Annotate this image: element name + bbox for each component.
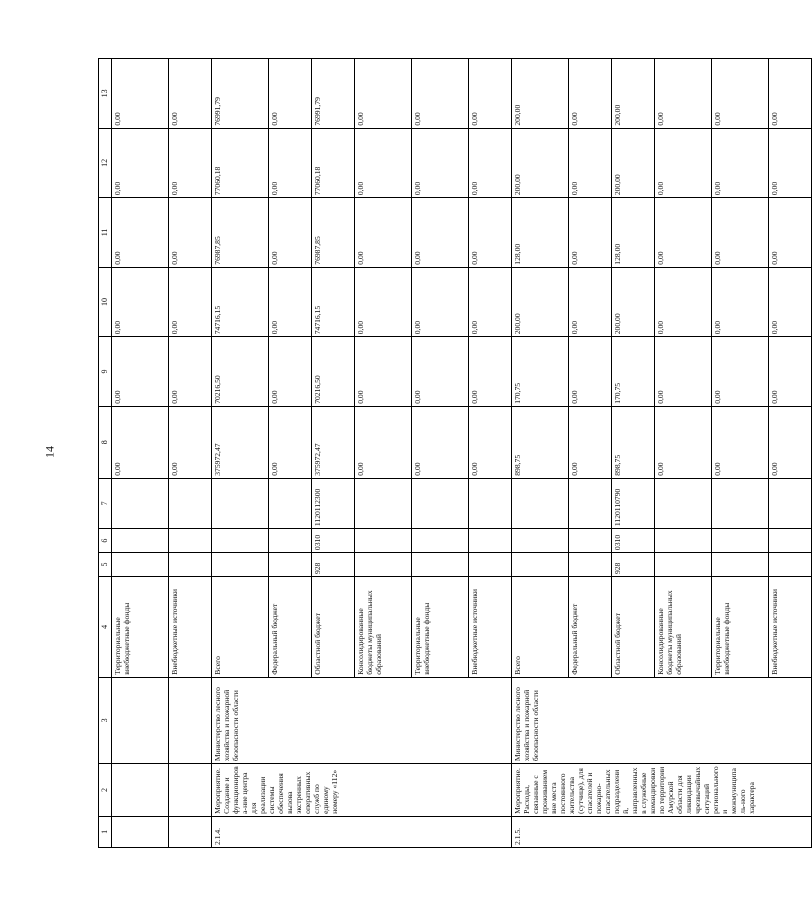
amount-cell: 0,00 bbox=[769, 406, 812, 478]
amount-cell: 0,00 bbox=[655, 128, 712, 198]
header-cell: 13 bbox=[99, 59, 112, 129]
amount-cell: 0,00 bbox=[655, 59, 712, 129]
amount-cell: 0,00 bbox=[655, 406, 712, 478]
rzpr-cell bbox=[655, 529, 712, 553]
source-cell: Внебюджетные источники bbox=[469, 577, 512, 678]
page-number: 14 bbox=[42, 446, 57, 458]
amount-cell: 0,00 bbox=[655, 198, 712, 268]
csr-cell bbox=[412, 478, 469, 528]
amount-cell: 170,75 bbox=[512, 337, 569, 407]
amount-cell: 0,00 bbox=[112, 337, 169, 407]
grbs-cell bbox=[712, 553, 769, 577]
source-cell: Федеральный бюджет bbox=[269, 577, 312, 678]
rzpr-cell bbox=[712, 529, 769, 553]
csr-cell bbox=[712, 478, 769, 528]
amount-cell: 0,00 bbox=[169, 267, 212, 337]
executor-cell: Министерство лесного хозяйства и пожарной безопасности области bbox=[212, 677, 512, 763]
amount-cell: 0,00 bbox=[469, 128, 512, 198]
amount-cell: 0,00 bbox=[712, 128, 769, 198]
amount-cell: 375972,47 bbox=[212, 406, 269, 478]
rzpr-cell bbox=[355, 529, 412, 553]
amount-cell: 0,00 bbox=[355, 337, 412, 407]
amount-cell: 0,00 bbox=[712, 406, 769, 478]
source-cell: Территориальные внебюджетные фонды bbox=[712, 577, 769, 678]
source-cell: Областной бюджет bbox=[312, 577, 355, 678]
grbs-cell bbox=[269, 553, 312, 577]
source-cell: Территориальные внебюджетные фонды bbox=[112, 577, 169, 678]
amount-cell: 0,00 bbox=[112, 198, 169, 268]
amount-cell: 0,00 bbox=[469, 406, 512, 478]
source-cell: Внебюджетные источники bbox=[769, 577, 812, 678]
item-number-cell bbox=[112, 816, 169, 847]
source-cell: Областной бюджет bbox=[612, 577, 655, 678]
measure-cell bbox=[112, 764, 169, 817]
csr-cell bbox=[469, 478, 512, 528]
amount-cell: 0,00 bbox=[412, 198, 469, 268]
amount-cell: 77060,18 bbox=[212, 128, 269, 198]
amount-cell: 0,00 bbox=[269, 267, 312, 337]
amount-cell: 77060,18 bbox=[312, 128, 355, 198]
executor-cell: Министерство лесного хозяйства и пожарной безопасности области bbox=[512, 677, 812, 763]
amount-cell: 0,00 bbox=[712, 198, 769, 268]
amount-cell: 0,00 bbox=[769, 59, 812, 129]
rotated-table-container bbox=[98, 58, 779, 848]
amount-cell: 200,00 bbox=[612, 267, 655, 337]
table-row bbox=[212, 59, 269, 848]
amount-cell: 200,00 bbox=[612, 59, 655, 129]
grbs-cell bbox=[512, 553, 569, 577]
amount-cell: 0,00 bbox=[769, 198, 812, 268]
amount-cell: 0,00 bbox=[355, 198, 412, 268]
amount-cell: 170,75 bbox=[612, 337, 655, 407]
grbs-cell bbox=[169, 553, 212, 577]
amount-cell: 0,00 bbox=[412, 128, 469, 198]
csr-cell bbox=[169, 478, 212, 528]
amount-cell: 200,00 bbox=[512, 59, 569, 129]
amount-cell: 0,00 bbox=[569, 337, 612, 407]
amount-cell: 128,00 bbox=[612, 198, 655, 268]
grbs-cell bbox=[569, 553, 612, 577]
amount-cell: 375972,47 bbox=[312, 406, 355, 478]
rzpr-cell: 0310 bbox=[312, 529, 355, 553]
amount-cell: 200,00 bbox=[512, 128, 569, 198]
amount-cell: 0,00 bbox=[569, 267, 612, 337]
header-row bbox=[99, 59, 112, 848]
amount-cell: 0,00 bbox=[412, 267, 469, 337]
rzpr-cell bbox=[512, 529, 569, 553]
amount-cell: 0,00 bbox=[112, 128, 169, 198]
amount-cell: 0,00 bbox=[112, 406, 169, 478]
amount-cell: 76991,79 bbox=[312, 59, 355, 129]
csr-cell: 1120112300 bbox=[312, 478, 355, 528]
header-cell: 10 bbox=[99, 267, 112, 337]
rzpr-cell bbox=[569, 529, 612, 553]
header-cell: 8 bbox=[99, 406, 112, 478]
executor-cell bbox=[112, 677, 169, 763]
table-row bbox=[512, 59, 569, 848]
source-cell: Территориальные внебюджетные фонды bbox=[412, 577, 469, 678]
amount-cell: 898,75 bbox=[512, 406, 569, 478]
rzpr-cell bbox=[269, 529, 312, 553]
amount-cell: 0,00 bbox=[169, 198, 212, 268]
amount-cell: 0,00 bbox=[112, 267, 169, 337]
table-row bbox=[112, 59, 169, 848]
csr-cell bbox=[655, 478, 712, 528]
header-cell: 12 bbox=[99, 128, 112, 198]
amount-cell: 76991,79 bbox=[212, 59, 269, 129]
amount-cell: 0,00 bbox=[355, 267, 412, 337]
source-cell: Федеральный бюджет bbox=[569, 577, 612, 678]
amount-cell: 76987,85 bbox=[212, 198, 269, 268]
grbs-cell bbox=[412, 553, 469, 577]
amount-cell: 200,00 bbox=[512, 267, 569, 337]
amount-cell: 0,00 bbox=[269, 198, 312, 268]
header-cell: 11 bbox=[99, 198, 112, 268]
amount-cell: 0,00 bbox=[769, 337, 812, 407]
csr-cell: 1120110790 bbox=[612, 478, 655, 528]
grbs-cell: 928 bbox=[612, 553, 655, 577]
amount-cell: 0,00 bbox=[712, 267, 769, 337]
item-number-cell: 2.1.5. bbox=[512, 816, 812, 847]
source-cell: Консолидированные бюджеты муниципальных образований bbox=[355, 577, 412, 678]
amount-cell: 0,00 bbox=[169, 406, 212, 478]
amount-cell: 0,00 bbox=[412, 337, 469, 407]
rzpr-cell bbox=[769, 529, 812, 553]
header-cell: 1 bbox=[99, 816, 112, 847]
csr-cell bbox=[512, 478, 569, 528]
grbs-cell: 928 bbox=[312, 553, 355, 577]
rzpr-cell bbox=[469, 529, 512, 553]
amount-cell: 0,00 bbox=[469, 337, 512, 407]
amount-cell: 0,00 bbox=[112, 59, 169, 129]
header-cell: 4 bbox=[99, 577, 112, 678]
csr-cell bbox=[269, 478, 312, 528]
amount-cell: 76987,85 bbox=[312, 198, 355, 268]
amount-cell: 0,00 bbox=[355, 406, 412, 478]
amount-cell: 128,00 bbox=[512, 198, 569, 268]
amount-cell: 0,00 bbox=[655, 337, 712, 407]
rzpr-cell: 0310 bbox=[612, 529, 655, 553]
csr-cell bbox=[769, 478, 812, 528]
rzpr-cell bbox=[112, 529, 169, 553]
amount-cell: 898,75 bbox=[612, 406, 655, 478]
amount-cell: 0,00 bbox=[169, 128, 212, 198]
amount-cell: 0,00 bbox=[169, 59, 212, 129]
amount-cell: 0,00 bbox=[269, 337, 312, 407]
source-cell: Внебюджетные источники bbox=[169, 577, 212, 678]
amount-cell: 0,00 bbox=[169, 337, 212, 407]
amount-cell: 74716,15 bbox=[312, 267, 355, 337]
measure-cell: Мероприятие. Создание и функционирова-ние центра для реализации системы обеспечения вызова экстренных оперативных служб по единому номеру «112» bbox=[212, 764, 512, 817]
amount-cell: 0,00 bbox=[269, 406, 312, 478]
amount-cell: 0,00 bbox=[769, 128, 812, 198]
grbs-cell bbox=[469, 553, 512, 577]
csr-cell bbox=[355, 478, 412, 528]
amount-cell: 70216,50 bbox=[312, 337, 355, 407]
amount-cell: 0,00 bbox=[712, 337, 769, 407]
header-cell: 2 bbox=[99, 764, 112, 817]
amount-cell: 0,00 bbox=[469, 59, 512, 129]
csr-cell bbox=[569, 478, 612, 528]
amount-cell: 0,00 bbox=[712, 59, 769, 129]
amount-cell: 0,00 bbox=[469, 267, 512, 337]
amount-cell: 0,00 bbox=[412, 406, 469, 478]
grbs-cell bbox=[112, 553, 169, 577]
item-number-cell: 2.1.4. bbox=[212, 816, 512, 847]
grbs-cell bbox=[212, 553, 269, 577]
amount-cell: 0,00 bbox=[469, 198, 512, 268]
source-cell: Всего bbox=[512, 577, 569, 678]
header-cell: 5 bbox=[99, 553, 112, 577]
rzpr-cell bbox=[212, 529, 269, 553]
amount-cell: 0,00 bbox=[769, 267, 812, 337]
amount-cell: 0,00 bbox=[412, 59, 469, 129]
amount-cell: 0,00 bbox=[569, 59, 612, 129]
amount-cell: 0,00 bbox=[355, 128, 412, 198]
item-number-cell bbox=[169, 816, 212, 847]
amount-cell: 0,00 bbox=[355, 59, 412, 129]
measure-cell bbox=[169, 764, 212, 817]
amount-cell: 70216,50 bbox=[212, 337, 269, 407]
grbs-cell bbox=[655, 553, 712, 577]
rzpr-cell bbox=[169, 529, 212, 553]
table-row bbox=[169, 59, 212, 848]
amount-cell: 200,00 bbox=[612, 128, 655, 198]
amount-cell: 74716,15 bbox=[212, 267, 269, 337]
header-cell: 9 bbox=[99, 337, 112, 407]
budget-table bbox=[98, 58, 812, 848]
grbs-cell bbox=[769, 553, 812, 577]
csr-cell bbox=[112, 478, 169, 528]
csr-cell bbox=[212, 478, 269, 528]
amount-cell: 0,00 bbox=[269, 128, 312, 198]
amount-cell: 0,00 bbox=[569, 198, 612, 268]
amount-cell: 0,00 bbox=[569, 406, 612, 478]
executor-cell bbox=[169, 677, 212, 763]
measure-cell: Мероприятие. Расходы, связанные с проживанием вне места постоянного жительства (сутчице), для спасателей и пожарно-спасательных подразделений, направленных в служебные командировки по территории Амурской области для ликвидации чрезвычайных ситуаций регионального и межмуниципаль-ного характера bbox=[512, 764, 812, 817]
header-cell: 3 bbox=[99, 677, 112, 763]
header-cell: 6 bbox=[99, 529, 112, 553]
grbs-cell bbox=[355, 553, 412, 577]
amount-cell: 0,00 bbox=[569, 128, 612, 198]
amount-cell: 0,00 bbox=[655, 267, 712, 337]
source-cell: Консолидированные бюджеты муниципальных образований bbox=[655, 577, 712, 678]
amount-cell: 0,00 bbox=[269, 59, 312, 129]
header-cell: 7 bbox=[99, 478, 112, 528]
rzpr-cell bbox=[412, 529, 469, 553]
source-cell: Всего bbox=[212, 577, 269, 678]
